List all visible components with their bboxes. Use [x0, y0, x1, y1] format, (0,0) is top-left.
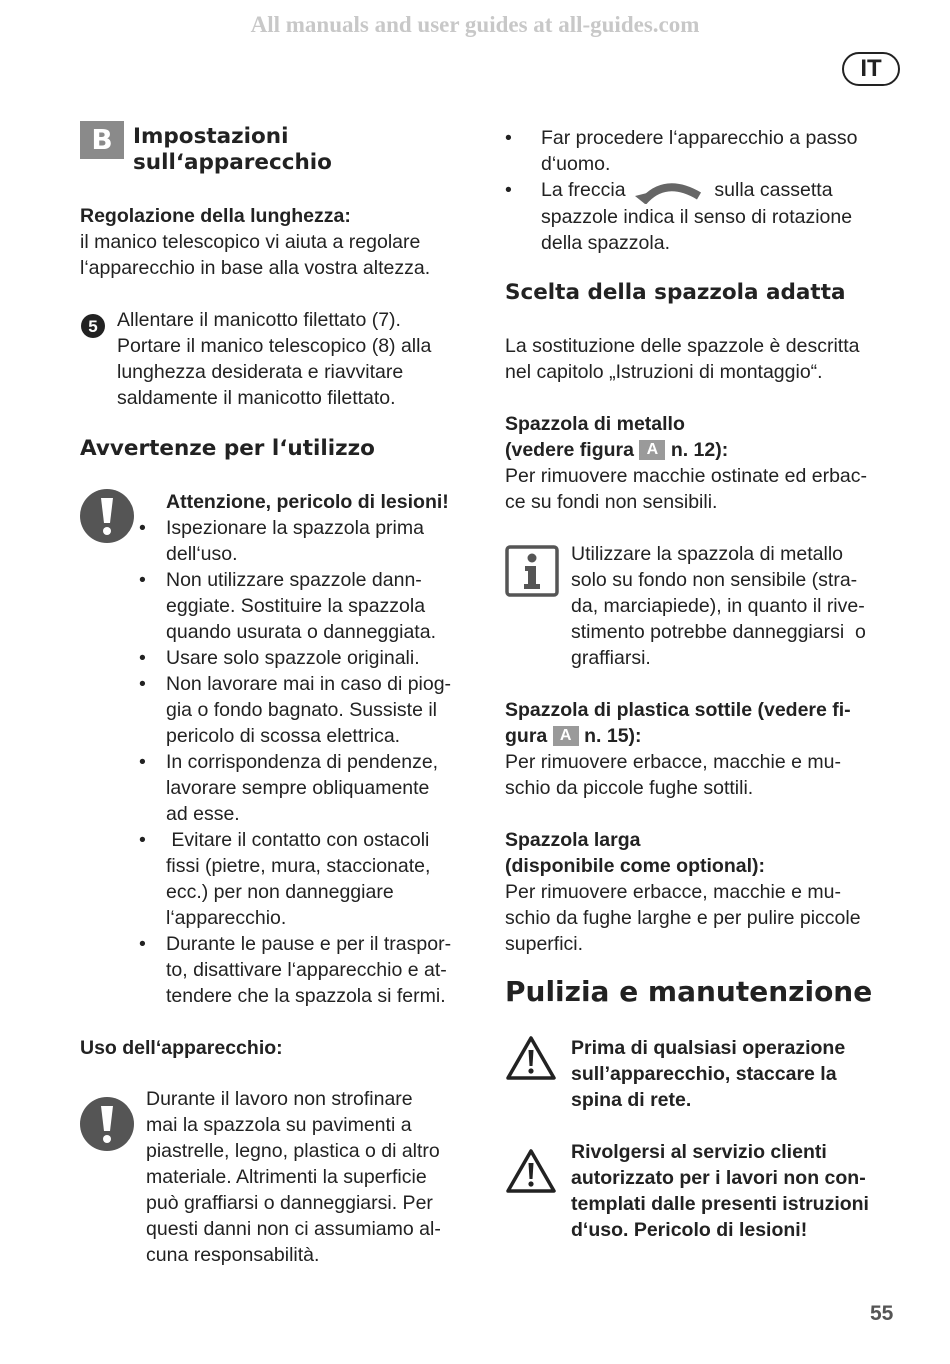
language-badge: IT — [842, 52, 900, 86]
step-text-line: Portare il manico telescopico (8) alla — [117, 335, 432, 357]
section-letter-badge: B — [80, 121, 124, 159]
wide-brush-heading: Spazzola larga — [505, 829, 641, 851]
use-text: Durante il lavoro non strofinare mai la spazzola su pavimenti a piastrelle, legno, plastica o di altro materiale. Altrimenti la superficie può graffiarsi o danneggiarsi. Per questi danni non ci assumiamo al- cuna responsabilità. — [146, 1088, 441, 1266]
list-item: • Far procedere l‘apparecchio a passo d‘uomo. — [505, 127, 858, 175]
list-item: • Ispezionare la spazzola prima dell‘uso. — [139, 517, 424, 565]
bullet-dot: • — [505, 179, 512, 201]
bullet-dot: • — [139, 647, 146, 669]
metal-brush-block: Spazzola di metallo (vedere figura A n. 12): Per rimuovere macchie ostinate ed erbac- ce su fondi non sensibili. — [505, 411, 905, 515]
metal-brush-heading: Spazzola di metallo — [505, 413, 685, 435]
step-text-line: Allentare il manicotto filettato (7). — [117, 309, 401, 331]
use-heading: Uso dell‘apparecchio: — [80, 1037, 283, 1059]
cleaning-title: Pulizia e manutenzione — [505, 975, 873, 1008]
usage-list — [505, 125, 905, 256]
step-number: 5 — [88, 317, 98, 336]
warnings-title: Avvertenze per l‘utilizzo — [80, 436, 375, 461]
bullet-dot: • — [139, 569, 146, 591]
caution-list — [139, 515, 484, 1009]
wide-brush-block: Spazzola larga (disponibile come optional): Per rimuovere erbacce, macchie e mu- schio da fughe larghe e per pulire piccole superfici. — [505, 827, 905, 957]
brush-choice-title: Scelta della spazzola adatta — [505, 280, 846, 305]
rotation-arrow-icon — [635, 178, 705, 204]
figure-a-badge: A — [639, 440, 665, 460]
metal-brush-heading: (vedere figura A n. 12): — [505, 439, 729, 461]
warning-text: Prima di qualsiasi operazione sull’apparecchio, staccare la spina di rete. — [571, 1037, 846, 1111]
step-text-line: lunghezza desiderata e riavvitare — [117, 361, 404, 383]
list-item: • La freccia sulla cassetta spazzole indica il senso di rotazione della spazzola. — [505, 179, 853, 254]
list-item: • In corrispondenza di pendenze, lavorare sempre obliquamente ad esse. — [139, 751, 439, 825]
bullet-dot: • — [139, 673, 146, 695]
list-item: • Evitare il contatto con ostacoli fissi (pietre, mura, staccionate, ecc.) per non danneggiare l‘apparecchio. — [139, 829, 431, 929]
length-text-line: il manico telescopico vi aiuta a regolare — [80, 231, 421, 253]
section-title-line: sull‘apparecchio — [133, 150, 332, 175]
length-adjustment-block — [80, 203, 480, 281]
list-item: • Durante le pause e per il traspor- to, disattivare l‘apparecchio e at- tendere che la spazzola si fermi. — [139, 933, 452, 1007]
list-item: • Non lavorare mai in caso di piog- gia o fondo bagnato. Sussiste il pericolo di scossa elettrica. — [139, 673, 452, 747]
length-heading: Regolazione della lunghezza: — [80, 205, 351, 227]
watermark: All manuals and user guides at all-guides.com — [250, 12, 700, 37]
warning-triangle-icon — [505, 1035, 557, 1081]
plastic-brush-block: Spazzola di plastica sottile (vedere fi- gura A n. 15): Per rimuovere erbacce, macchie e mu- schio da piccole fughe sottili. — [505, 697, 905, 801]
bullet-dot: • — [505, 127, 512, 149]
list-item: • Non utilizzare spazzole dann- eggiate. Sostituire la spazzola quando usurata o danneggiata. — [139, 569, 436, 643]
step-text — [117, 307, 477, 411]
length-text-line: l‘apparecchio in base alla vostra altezza. — [80, 257, 431, 279]
list-item: • Usare solo spazzole originali. — [139, 647, 420, 669]
section-title-line: Impostazioni — [133, 124, 289, 149]
section-title — [133, 124, 332, 176]
caution-heading: Attenzione, pericolo di lesioni! — [166, 491, 449, 513]
wide-brush-heading: (disponibile come optional): — [505, 855, 765, 877]
bullet-dot: • — [139, 933, 146, 955]
info-text: Utilizzare la spazzola di metallo solo su fondo non sensibile (stra- da, marciapiede), in quanto il rive- stimento potrebbe danneggiarsi o graffiarsi. — [571, 543, 866, 669]
brush-choice-text: La sostituzione delle spazzole è descritta nel capitolo „Istruzioni di montaggio“. — [505, 335, 860, 383]
bullet-dot: • — [139, 829, 146, 851]
step-number-icon — [81, 314, 105, 338]
page-number: 55 — [870, 1302, 894, 1325]
caution-exclamation-icon — [80, 1097, 134, 1151]
figure-a-badge: A — [553, 726, 579, 746]
plastic-brush-heading: Spazzola di plastica sottile (vedere fi- — [505, 699, 851, 721]
caution-exclamation-icon — [80, 489, 134, 543]
bullet-dot: • — [139, 517, 146, 539]
info-icon — [505, 545, 559, 597]
warning-triangle-icon — [505, 1148, 557, 1194]
step-text-line: saldamente il manicotto filettato. — [117, 387, 396, 409]
bullet-dot: • — [139, 751, 146, 773]
warning-text: Rivolgersi al servizio clienti autorizzato per i lavori non con- templati dalle presenti istruzioni d‘uso. Pericolo di lesioni! — [571, 1141, 869, 1241]
plastic-brush-heading: gura A n. 15): — [505, 725, 642, 747]
